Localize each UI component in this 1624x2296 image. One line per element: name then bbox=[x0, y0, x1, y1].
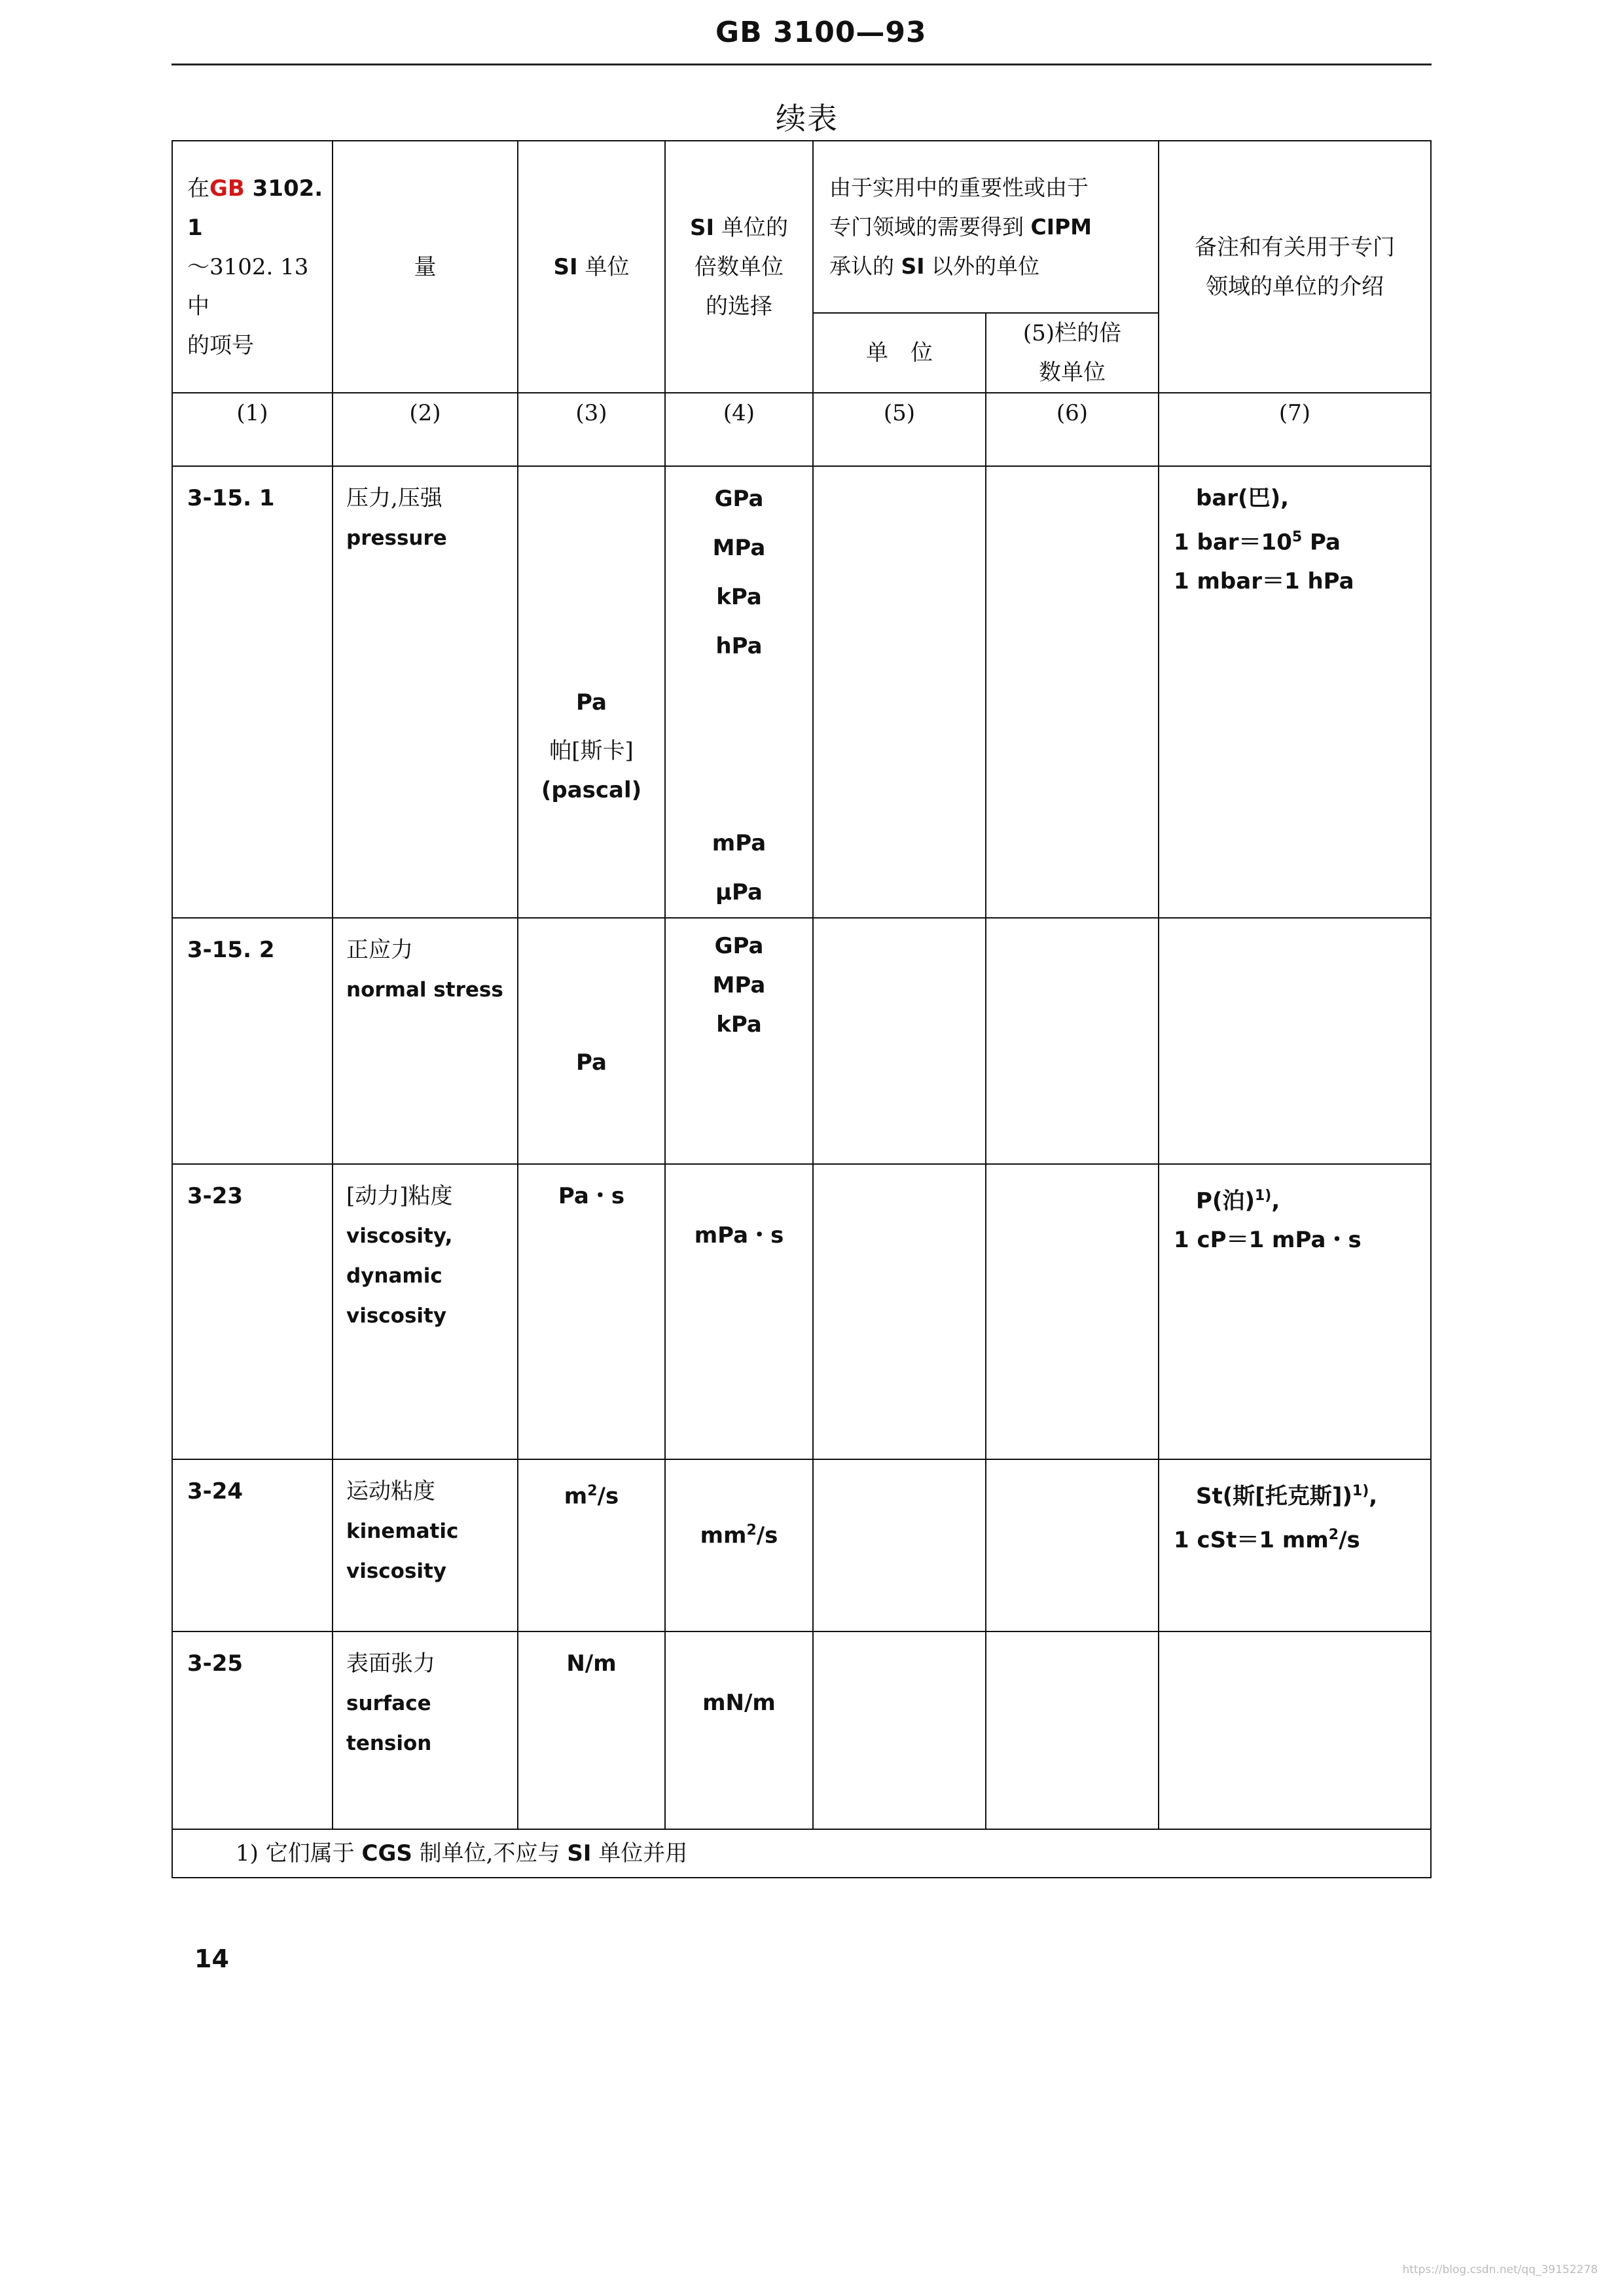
header-item-number: 在GB 3102. 1 ～3102. 13 中 的项号 bbox=[172, 141, 333, 393]
header-unit: 单 位 bbox=[813, 313, 986, 393]
header-multiples: SI 单位的 倍数单位 的选择 bbox=[665, 141, 813, 393]
item-number: 3-23 bbox=[172, 1164, 333, 1459]
col-number: (2) bbox=[333, 393, 518, 466]
gb-link[interactable]: GB bbox=[209, 175, 245, 202]
table-row bbox=[172, 918, 1431, 1164]
header-quantity: 量 bbox=[333, 141, 518, 393]
quantity-cell: 表面张力 surface tension bbox=[333, 1631, 518, 1829]
page-number: 14 bbox=[194, 1944, 229, 1973]
table-row bbox=[172, 1459, 1431, 1631]
quantity-cell: 压力,压强 pressure bbox=[333, 466, 518, 918]
non-si-unit-cell bbox=[813, 1164, 986, 1459]
remarks-cell: bar(巴), 1 $bar=10^5$ Pa 1 mbar＝1 hPa bbox=[1159, 466, 1431, 918]
multiples-cell: mPa・s bbox=[665, 1164, 813, 1459]
non-si-unit-cell bbox=[813, 1459, 986, 1631]
quantity-cell: 运动粘度 kinematic viscosity bbox=[333, 1459, 518, 1631]
standard-code: GB 3100—93 bbox=[715, 16, 927, 49]
si-unit-cell: Pa bbox=[518, 918, 665, 1164]
non-si-unit-cell bbox=[813, 1631, 986, 1829]
non-si-unit-cell bbox=[813, 918, 986, 1164]
header-remarks: 备注和有关用于专门 领域的单位的介绍 bbox=[1159, 141, 1431, 393]
item-number: 3-25 bbox=[172, 1631, 333, 1829]
multiples-cell: mN/m bbox=[665, 1631, 813, 1829]
quantity-cell: [动力]粘度 viscosity, dynamic viscosity bbox=[333, 1164, 518, 1459]
si-unit-cell: $m^2/s$ bbox=[518, 1459, 665, 1631]
footnote-row bbox=[172, 1829, 1431, 1878]
header-unit-multiples: (5)栏的倍 数单位 bbox=[986, 313, 1159, 393]
footnote: 1) 它们属于 CGS 制单位,不应与 SI 单位并用 bbox=[172, 1829, 1431, 1878]
non-si-multiples-cell bbox=[986, 1164, 1159, 1459]
col-number: (3) bbox=[518, 393, 665, 466]
remarks-cell bbox=[1159, 918, 1431, 1164]
table-row bbox=[172, 1631, 1431, 1829]
multiples-cell: GPa MPa kPa hPa mPa μPa bbox=[665, 466, 813, 918]
col-number: (5) bbox=[813, 393, 986, 466]
quantity-cell: 正应力 normal stress bbox=[333, 918, 518, 1164]
si-unit-cell: Pa・s bbox=[518, 1164, 665, 1459]
si-unit-cell: Pa 帕[斯卡] (pascal) bbox=[518, 466, 665, 918]
header-row bbox=[172, 141, 1431, 313]
multiples-cell: GPa MPa kPa bbox=[665, 918, 813, 1164]
remarks-cell bbox=[1159, 1631, 1431, 1829]
non-si-multiples-cell bbox=[986, 1631, 1159, 1829]
si-unit-cell: N/m bbox=[518, 1631, 665, 1829]
table-row bbox=[172, 466, 1431, 918]
non-si-unit-cell bbox=[813, 466, 986, 918]
item-number: 3-15. 2 bbox=[172, 918, 333, 1164]
header-rule bbox=[171, 64, 1432, 65]
units-table bbox=[171, 140, 1432, 1878]
col-number: (1) bbox=[172, 393, 333, 466]
remarks-cell: St(斯[托克斯])$^{1)}$, 1 cSt＝1 $mm^2/s$ bbox=[1159, 1459, 1431, 1631]
col-number: (7) bbox=[1159, 393, 1431, 466]
table-continued-title: 续表 bbox=[776, 101, 839, 136]
header-non-si-units: 由于实用中的重要性或由于 专门领域的需要得到 CIPM 承认的 SI 以外的单位 bbox=[813, 141, 1159, 313]
remarks-cell: P(泊)$^{1)}$, 1 cP＝1 mPa・s bbox=[1159, 1164, 1431, 1459]
header-si-unit: SI 单位 bbox=[518, 141, 665, 393]
item-number: 3-24 bbox=[172, 1459, 333, 1631]
non-si-multiples-cell bbox=[986, 1459, 1159, 1631]
item-number: 3-15. 1 bbox=[172, 466, 333, 918]
watermark: https://blog.csdn.net/qq_39152278 bbox=[1402, 2263, 1598, 2276]
table-row bbox=[172, 1164, 1431, 1459]
non-si-multiples-cell bbox=[986, 466, 1159, 918]
non-si-multiples-cell bbox=[986, 918, 1159, 1164]
col-number: (4) bbox=[665, 393, 813, 466]
column-number-row bbox=[172, 393, 1431, 466]
col-number: (6) bbox=[986, 393, 1159, 466]
multiples-cell: $mm^2/s$ bbox=[665, 1459, 813, 1631]
